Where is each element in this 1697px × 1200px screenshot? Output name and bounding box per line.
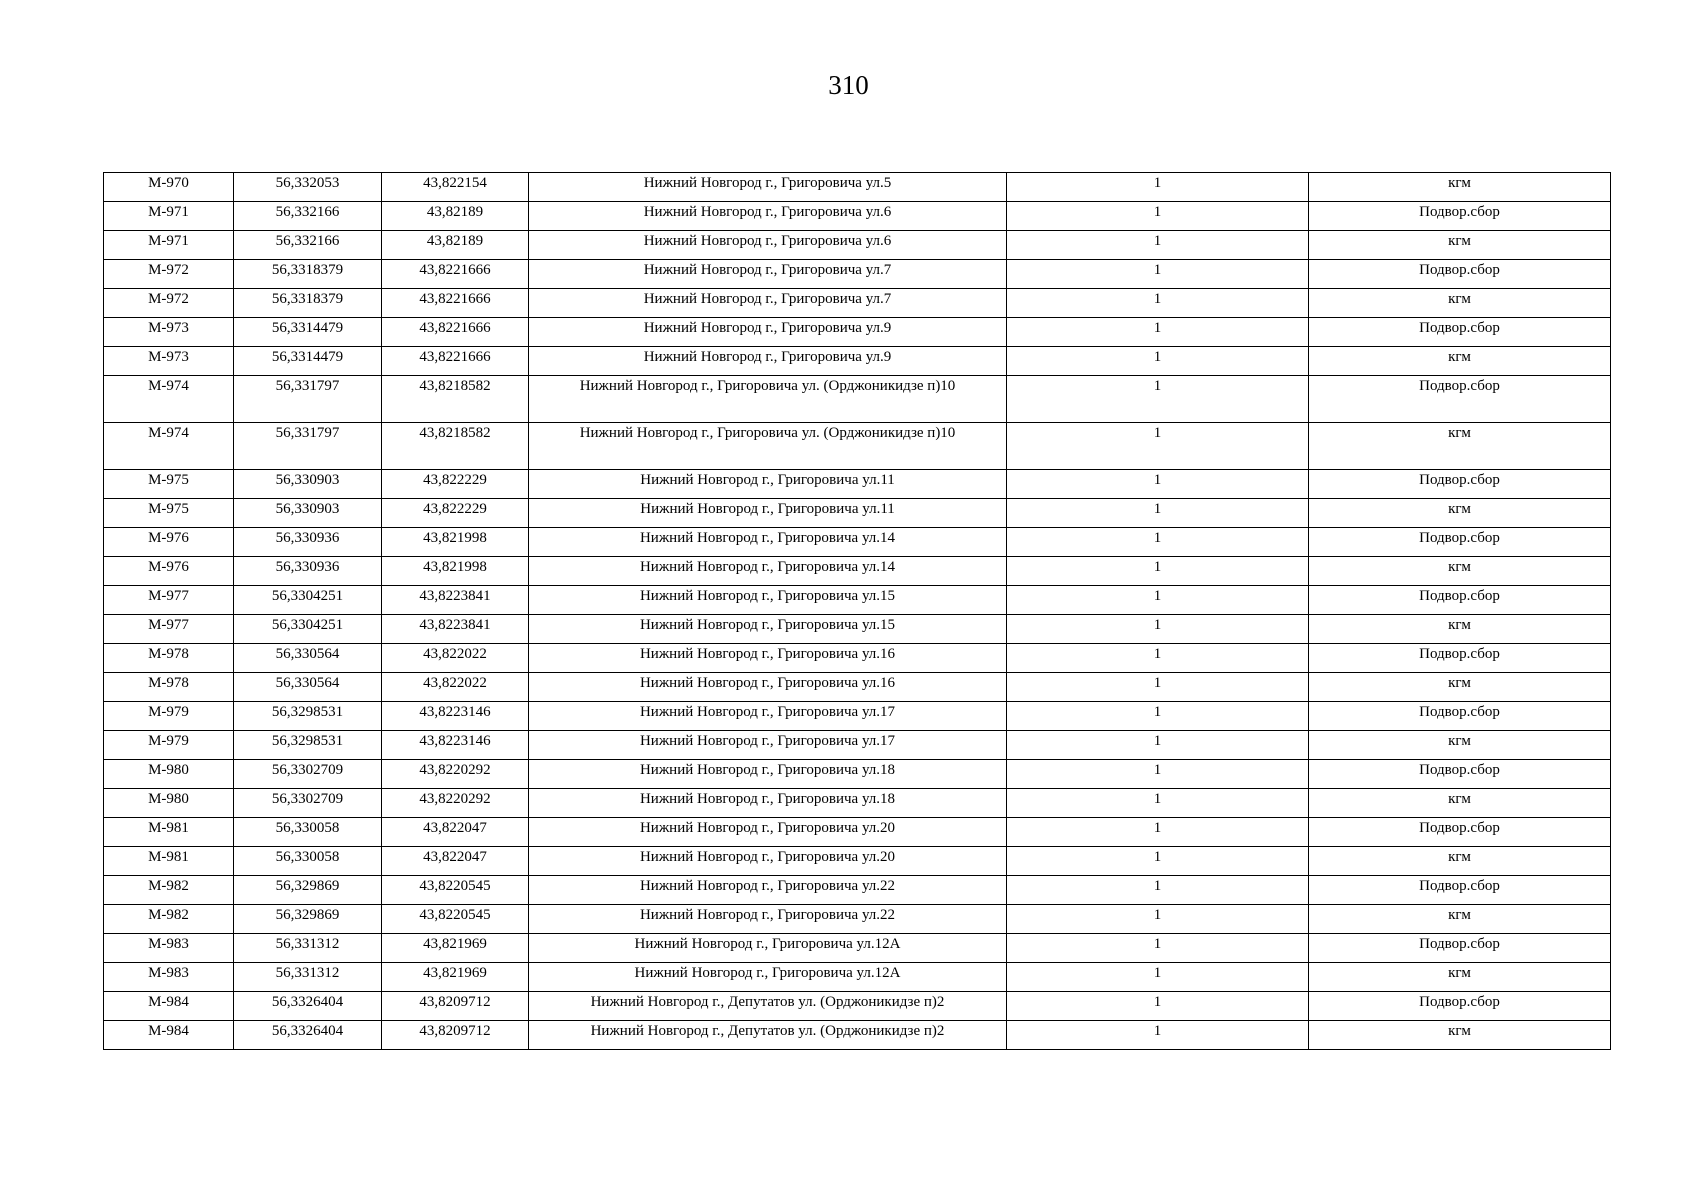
table-row [104,586,1611,615]
cell-quantity: 1 [1007,231,1309,260]
cell-latitude: 56,329869 [234,876,382,905]
cell-longitude: 43,8223841 [382,615,529,644]
cell-longitude: 43,822229 [382,499,529,528]
cell-longitude: 43,8221666 [382,318,529,347]
cell-id: М-983 [104,934,234,963]
cell-latitude: 56,329869 [234,905,382,934]
cell-address: Нижний Новгород г., Григоровича ул.11 [529,499,1007,528]
cell-longitude: 43,822229 [382,470,529,499]
cell-quantity: 1 [1007,557,1309,586]
cell-address: Нижний Новгород г., Григоровича ул.7 [529,260,1007,289]
cell-address: Нижний Новгород г., Григоровича ул.18 [529,760,1007,789]
table-row [104,557,1611,586]
table-row [104,847,1611,876]
cell-quantity: 1 [1007,644,1309,673]
cell-type: кгм [1309,289,1611,318]
cell-type: кгм [1309,731,1611,760]
cell-latitude: 56,3318379 [234,260,382,289]
table-row [104,818,1611,847]
cell-longitude: 43,8220545 [382,876,529,905]
table-row [104,992,1611,1021]
cell-id: М-984 [104,992,234,1021]
cell-address: Нижний Новгород г., Депутатов ул. (Орджоникидзе п)2 [529,992,1007,1021]
cell-longitude: 43,8218582 [382,376,529,423]
cell-address: Нижний Новгород г., Григоровича ул.17 [529,731,1007,760]
cell-quantity: 1 [1007,731,1309,760]
cell-quantity: 1 [1007,876,1309,905]
cell-quantity: 1 [1007,818,1309,847]
cell-quantity: 1 [1007,528,1309,557]
cell-type: Подвор.сбор [1309,586,1611,615]
cell-address: Нижний Новгород г., Григоровича ул.18 [529,789,1007,818]
cell-longitude: 43,822022 [382,644,529,673]
cell-id: М-980 [104,789,234,818]
cell-address: Нижний Новгород г., Григоровича ул.16 [529,644,1007,673]
cell-id: М-983 [104,963,234,992]
cell-type: Подвор.сбор [1309,202,1611,231]
table-row [104,760,1611,789]
cell-id: М-977 [104,615,234,644]
cell-type: Подвор.сбор [1309,470,1611,499]
cell-id: М-974 [104,423,234,470]
cell-address: Нижний Новгород г., Депутатов ул. (Орджоникидзе п)2 [529,1021,1007,1050]
cell-type: кгм [1309,423,1611,470]
cell-longitude: 43,8223841 [382,586,529,615]
cell-quantity: 1 [1007,673,1309,702]
cell-longitude: 43,8221666 [382,289,529,318]
cell-latitude: 56,3326404 [234,1021,382,1050]
table-row [104,702,1611,731]
cell-address: Нижний Новгород г., Григоровича ул.11 [529,470,1007,499]
cell-longitude: 43,821998 [382,528,529,557]
cell-latitude: 56,330936 [234,528,382,557]
cell-address: Нижний Новгород г., Григоровича ул.9 [529,347,1007,376]
cell-type: кгм [1309,231,1611,260]
table-row [104,528,1611,557]
table-row [104,934,1611,963]
cell-latitude: 56,332053 [234,173,382,202]
cell-longitude: 43,82189 [382,231,529,260]
cell-longitude: 43,822154 [382,173,529,202]
cell-id: М-976 [104,528,234,557]
cell-latitude: 56,330058 [234,818,382,847]
cell-id: М-971 [104,202,234,231]
cell-quantity: 1 [1007,173,1309,202]
cell-longitude: 43,8223146 [382,702,529,731]
cell-longitude: 43,8209712 [382,1021,529,1050]
cell-address: Нижний Новгород г., Григоровича ул.15 [529,586,1007,615]
cell-quantity: 1 [1007,905,1309,934]
cell-longitude: 43,8220545 [382,905,529,934]
table-row [104,499,1611,528]
cell-address: Нижний Новгород г., Григоровича ул.20 [529,847,1007,876]
cell-longitude: 43,8221666 [382,260,529,289]
cell-address: Нижний Новгород г., Григоровича ул.12А [529,963,1007,992]
cell-longitude: 43,8220292 [382,760,529,789]
cell-quantity: 1 [1007,260,1309,289]
cell-id: М-973 [104,318,234,347]
cell-type: Подвор.сбор [1309,992,1611,1021]
cell-id: М-981 [104,847,234,876]
cell-type: кгм [1309,557,1611,586]
cell-id: М-972 [104,289,234,318]
page-number: 310 [828,70,869,100]
cell-quantity: 1 [1007,1021,1309,1050]
table-row [104,231,1611,260]
cell-longitude: 43,8218582 [382,423,529,470]
cell-id: М-976 [104,557,234,586]
cell-id: М-979 [104,702,234,731]
cell-latitude: 56,330903 [234,499,382,528]
cell-quantity: 1 [1007,586,1309,615]
cell-address: Нижний Новгород г., Григоровича ул.14 [529,557,1007,586]
cell-longitude: 43,821969 [382,963,529,992]
cell-address: Нижний Новгород г., Григоровича ул.17 [529,702,1007,731]
cell-latitude: 56,3304251 [234,586,382,615]
cell-quantity: 1 [1007,376,1309,423]
cell-latitude: 56,3318379 [234,289,382,318]
table-row [104,615,1611,644]
cell-latitude: 56,331797 [234,423,382,470]
cell-quantity: 1 [1007,615,1309,644]
table-row [104,376,1611,423]
cell-longitude: 43,8223146 [382,731,529,760]
cell-id: М-979 [104,731,234,760]
cell-id: М-978 [104,644,234,673]
table-row [104,347,1611,376]
cell-address: Нижний Новгород г., Григоровича ул.6 [529,231,1007,260]
cell-type: кгм [1309,963,1611,992]
cell-latitude: 56,330564 [234,644,382,673]
cell-address: Нижний Новгород г., Григоровича ул. (Орджоникидзе п)10 [529,376,1007,423]
cell-quantity: 1 [1007,702,1309,731]
cell-quantity: 1 [1007,934,1309,963]
cell-type: Подвор.сбор [1309,376,1611,423]
cell-type: Подвор.сбор [1309,934,1611,963]
cell-id: М-975 [104,470,234,499]
cell-latitude: 56,3314479 [234,347,382,376]
table-row [104,1021,1611,1050]
cell-type: Подвор.сбор [1309,818,1611,847]
cell-type: Подвор.сбор [1309,644,1611,673]
cell-id: М-973 [104,347,234,376]
cell-longitude: 43,8220292 [382,789,529,818]
cell-quantity: 1 [1007,992,1309,1021]
cell-address: Нижний Новгород г., Григоровича ул. (Орджоникидзе п)10 [529,423,1007,470]
cell-latitude: 56,3298531 [234,702,382,731]
cell-id: М-970 [104,173,234,202]
cell-type: Подвор.сбор [1309,876,1611,905]
cell-latitude: 56,331312 [234,963,382,992]
cell-type: кгм [1309,615,1611,644]
table-row [104,289,1611,318]
cell-address: Нижний Новгород г., Григоровича ул.20 [529,818,1007,847]
table-row [104,905,1611,934]
cell-id: М-978 [104,673,234,702]
cell-longitude: 43,8221666 [382,347,529,376]
cell-id: М-975 [104,499,234,528]
table-row [104,173,1611,202]
table-row [104,789,1611,818]
cell-type: Подвор.сбор [1309,760,1611,789]
cell-id: М-977 [104,586,234,615]
cell-address: Нижний Новгород г., Григоровича ул.15 [529,615,1007,644]
cell-type: кгм [1309,847,1611,876]
cell-quantity: 1 [1007,423,1309,470]
cell-latitude: 56,330058 [234,847,382,876]
cell-address: Нижний Новгород г., Григоровича ул.12А [529,934,1007,963]
cell-type: кгм [1309,789,1611,818]
cell-quantity: 1 [1007,760,1309,789]
cell-quantity: 1 [1007,202,1309,231]
cell-address: Нижний Новгород г., Григоровича ул.14 [529,528,1007,557]
cell-latitude: 56,332166 [234,202,382,231]
cell-latitude: 56,330936 [234,557,382,586]
cell-address: Нижний Новгород г., Григоровича ул.5 [529,173,1007,202]
table-row [104,644,1611,673]
cell-latitude: 56,330903 [234,470,382,499]
cell-quantity: 1 [1007,789,1309,818]
cell-quantity: 1 [1007,347,1309,376]
table-body [104,173,1611,1050]
cell-longitude: 43,8209712 [382,992,529,1021]
data-table [103,172,1611,1050]
cell-id: М-982 [104,905,234,934]
table-row [104,202,1611,231]
table-row [104,963,1611,992]
table-row [104,731,1611,760]
cell-latitude: 56,331312 [234,934,382,963]
cell-address: Нижний Новгород г., Григоровича ул.7 [529,289,1007,318]
cell-address: Нижний Новгород г., Григоровича ул.6 [529,202,1007,231]
cell-type: кгм [1309,1021,1611,1050]
table-row [104,260,1611,289]
cell-longitude: 43,822047 [382,818,529,847]
cell-latitude: 56,330564 [234,673,382,702]
cell-address: Нижний Новгород г., Григоровича ул.22 [529,905,1007,934]
cell-longitude: 43,821969 [382,934,529,963]
cell-quantity: 1 [1007,289,1309,318]
cell-id: М-980 [104,760,234,789]
cell-id: М-972 [104,260,234,289]
cell-id: М-984 [104,1021,234,1050]
cell-type: кгм [1309,673,1611,702]
cell-address: Нижний Новгород г., Григоровича ул.9 [529,318,1007,347]
cell-longitude: 43,82189 [382,202,529,231]
cell-type: кгм [1309,905,1611,934]
cell-address: Нижний Новгород г., Григоровича ул.22 [529,876,1007,905]
cell-type: кгм [1309,499,1611,528]
cell-latitude: 56,331797 [234,376,382,423]
cell-quantity: 1 [1007,847,1309,876]
cell-type: кгм [1309,347,1611,376]
cell-latitude: 56,3302709 [234,789,382,818]
cell-type: кгм [1309,173,1611,202]
table-row [104,673,1611,702]
cell-longitude: 43,821998 [382,557,529,586]
cell-longitude: 43,822022 [382,673,529,702]
cell-id: М-974 [104,376,234,423]
table-row [104,318,1611,347]
cell-latitude: 56,3304251 [234,615,382,644]
cell-quantity: 1 [1007,963,1309,992]
cell-type: Подвор.сбор [1309,528,1611,557]
cell-type: Подвор.сбор [1309,702,1611,731]
cell-id: М-981 [104,818,234,847]
cell-longitude: 43,822047 [382,847,529,876]
cell-quantity: 1 [1007,499,1309,528]
cell-latitude: 56,3314479 [234,318,382,347]
cell-quantity: 1 [1007,470,1309,499]
cell-quantity: 1 [1007,318,1309,347]
cell-address: Нижний Новгород г., Григоровича ул.16 [529,673,1007,702]
cell-id: М-982 [104,876,234,905]
table-row [104,470,1611,499]
cell-id: М-971 [104,231,234,260]
cell-type: Подвор.сбор [1309,318,1611,347]
table-row [104,876,1611,905]
cell-type: Подвор.сбор [1309,260,1611,289]
table-row [104,423,1611,470]
cell-latitude: 56,332166 [234,231,382,260]
cell-latitude: 56,3326404 [234,992,382,1021]
cell-latitude: 56,3298531 [234,731,382,760]
cell-latitude: 56,3302709 [234,760,382,789]
